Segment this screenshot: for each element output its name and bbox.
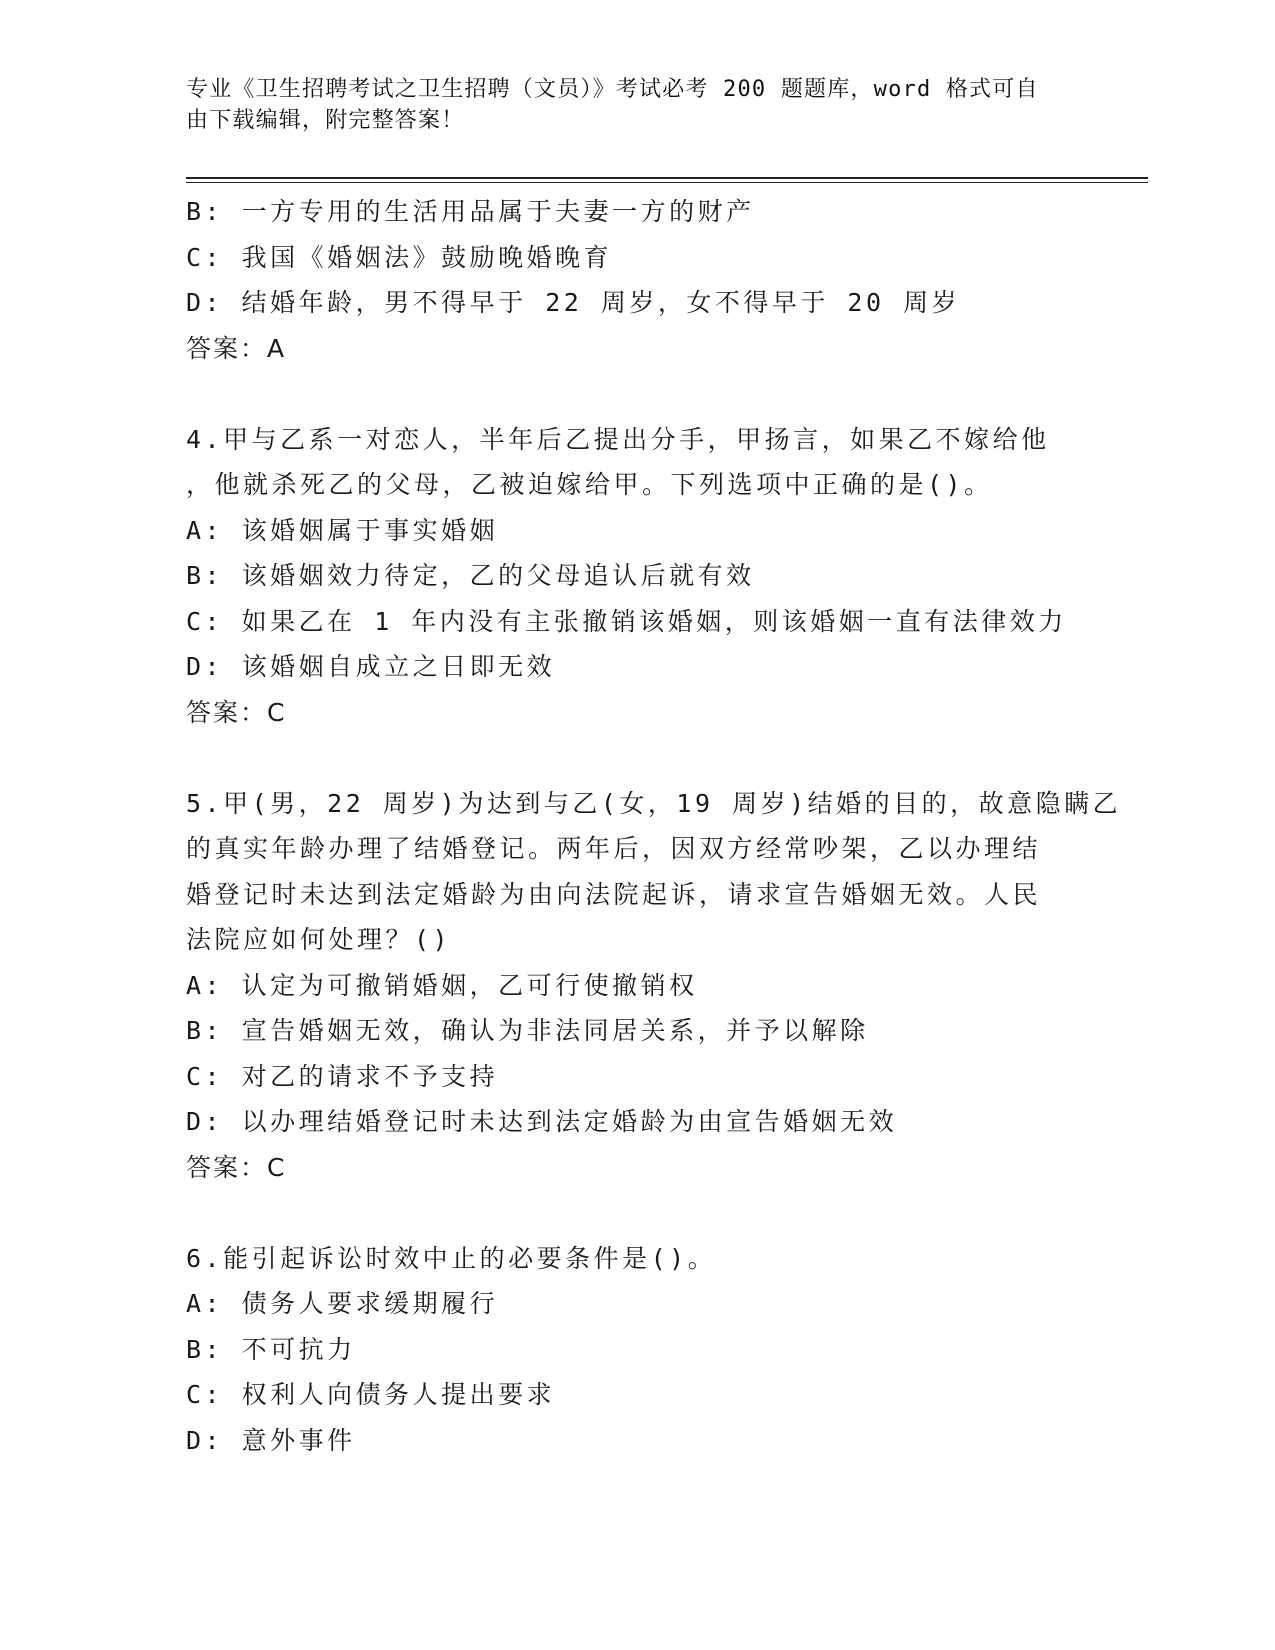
header-line: 由下载编辑，附完整答案！ — [186, 108, 465, 133]
question-stem: 的真实年龄办理了结婚登记。两年后，因双方经常吵架，乙以办理结 — [186, 834, 1042, 863]
spacer — [186, 735, 1086, 781]
option-b: B: 宣告婚姻无效，确认为非法同居关系，并予以解除 — [186, 1016, 869, 1045]
option-c: C: 权利人向债务人提出要求 — [186, 1380, 556, 1409]
option-d: D: 意外事件 — [186, 1425, 356, 1455]
option-b: B: 一方专用的生活用品属于夫妻一方的财产 — [186, 197, 755, 226]
question-stem: 5.甲(男，22 周岁)为达到与乙(女，19 周岁)结婚的目的，故意隐瞒乙 — [186, 788, 1122, 818]
option-a: A: 债务人要求缓期履行 — [186, 1289, 499, 1318]
option-c: C: 如果乙在 1 年内没有主张撤销该婚姻，则该婚姻一直有法律效力 — [186, 606, 1067, 636]
option-b: B: 该婚姻效力待定，乙的父母追认后就有效 — [186, 561, 755, 590]
option-d: D: 以办理结婚登记时未达到法定婚龄为由宣告婚姻无效 — [186, 1107, 898, 1136]
header-divider — [186, 177, 1148, 179]
answer-line: 答案：C — [186, 697, 287, 727]
answer-line: 答案：C — [186, 1152, 287, 1182]
header-line: 专业《卫生招聘考试之卫生招聘（文员）》考试必考 200 题题库，word 格式可自 — [186, 77, 1039, 102]
header-divider-thin — [186, 182, 1148, 183]
option-d: D: 该婚姻自成立之日即无效 — [186, 652, 556, 681]
question-stem: 6.能引起诉讼时效中止的必要条件是()。 — [186, 1243, 717, 1273]
document-body — [186, 189, 1122, 1463]
option-a: A: 认定为可撤销婚姻，乙可行使撤销权 — [186, 970, 698, 1000]
option-c: C: 我国《婚姻法》鼓励晚婚晚育 — [186, 242, 613, 272]
question-5 — [186, 781, 1122, 1191]
question-stem: 4.甲与乙系一对恋人，半年后乙提出分手，甲扬言，如果乙不嫁给他 — [186, 424, 1050, 454]
question-stem: 婚登记时未达到法定婚龄为由向法院起诉，请求宣告婚姻无效。人民 — [186, 879, 1042, 909]
option-d: D: 结婚年龄，男不得早于 22 周岁，女不得早于 20 周岁 — [186, 288, 961, 317]
question-partial — [186, 189, 1086, 371]
document-header — [186, 74, 1066, 136]
option-b: B: 不可抗力 — [186, 1334, 356, 1364]
question-stem: 法院应如何处理？() — [186, 925, 452, 954]
question-4 — [186, 417, 1086, 736]
question-6 — [186, 1236, 1086, 1464]
question-stem: ，他就杀死乙的父母，乙被迫嫁给甲。下列选项中正确的是()。 — [186, 470, 993, 499]
spacer — [186, 371, 1086, 417]
option-c: C: 对乙的请求不予支持 — [186, 1061, 499, 1091]
answer-line: 答案：A — [186, 333, 287, 363]
option-a: A: 该婚姻属于事实婚姻 — [186, 515, 499, 545]
spacer — [186, 1190, 1086, 1236]
